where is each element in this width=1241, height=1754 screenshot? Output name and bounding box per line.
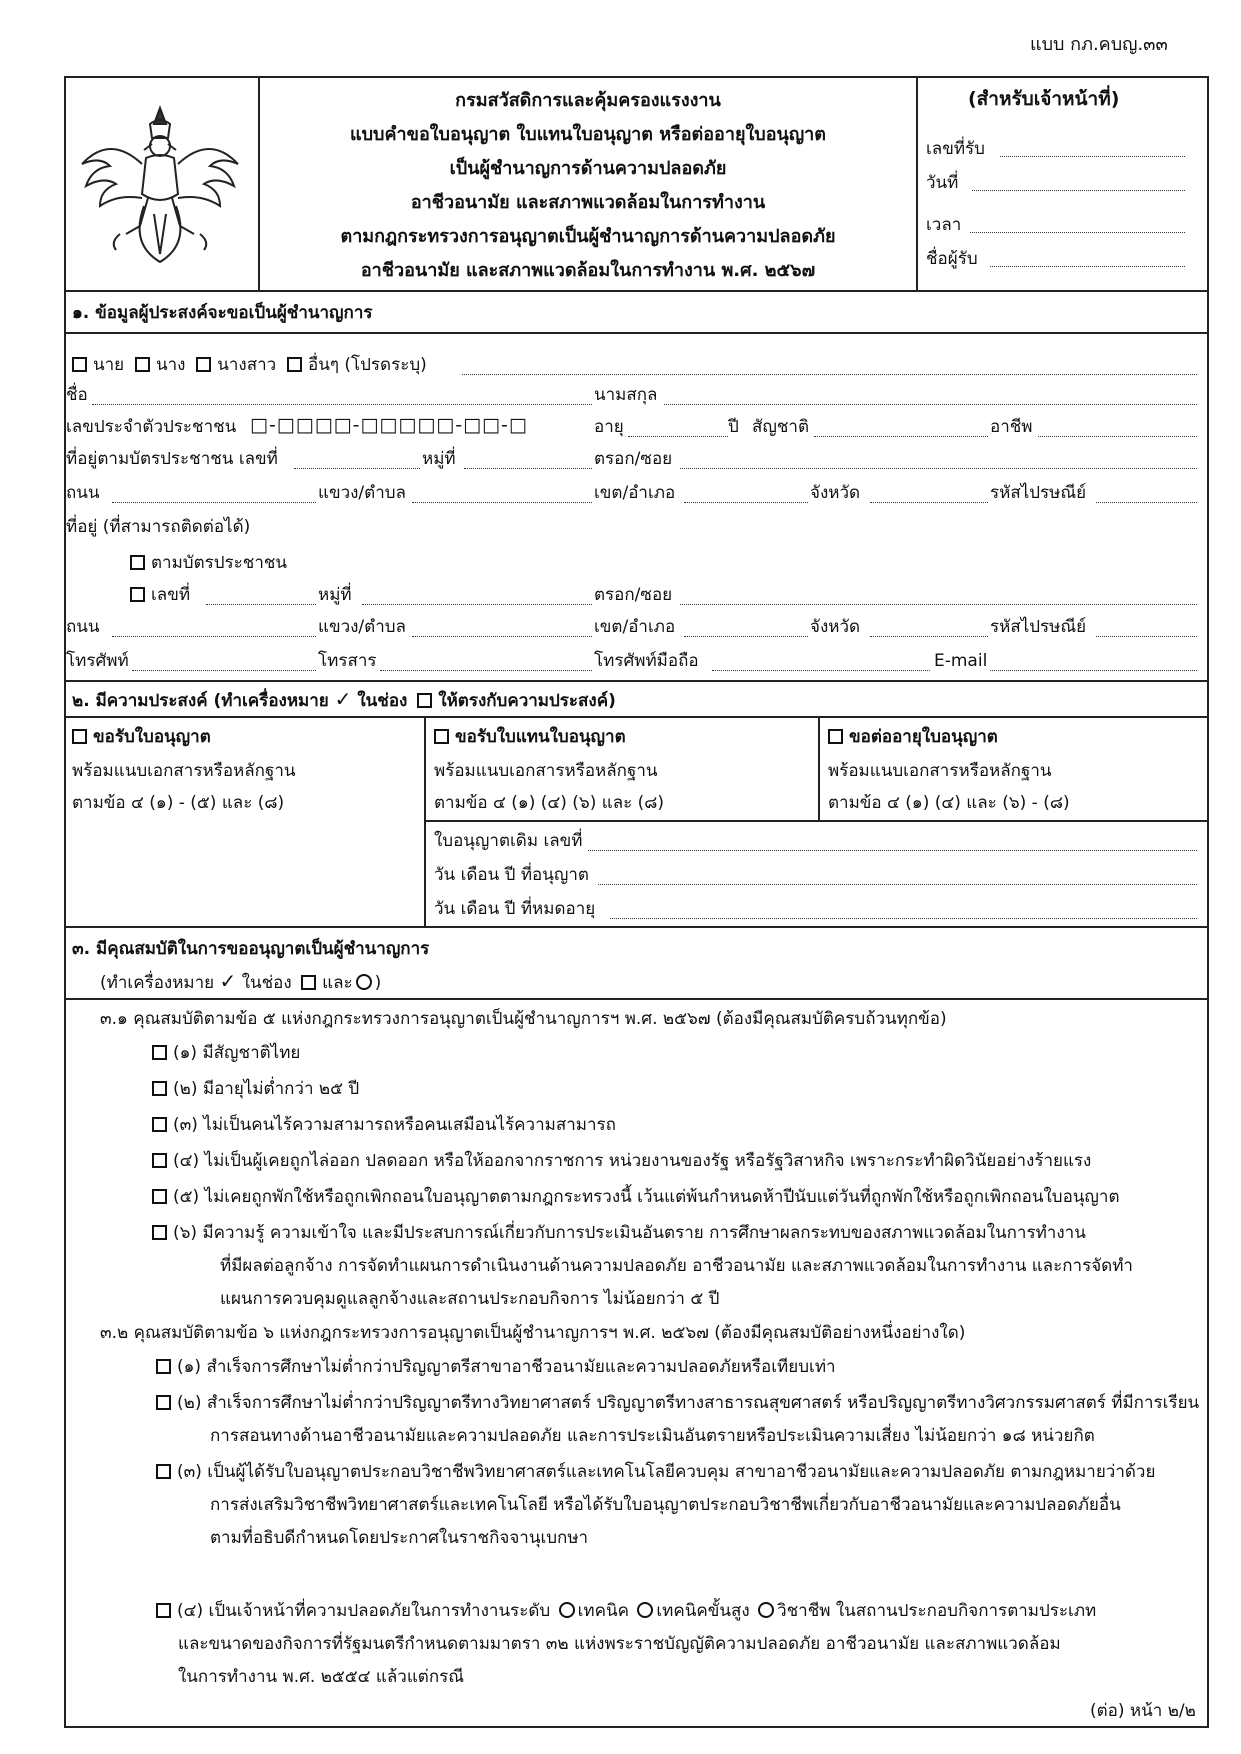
garuda-emblem [70, 94, 250, 274]
checkmark-icon: ✓ [219, 969, 237, 993]
option-renew-license [828, 726, 998, 748]
s32-item-4-text: ในสถานประกอบกิจการตามประเภท [835, 1601, 1097, 1621]
email-field[interactable] [990, 670, 1197, 671]
license-expiry-date-label: วัน เดือน ปี ที่หมดอายุ [434, 899, 596, 919]
s31-item [152, 1222, 1086, 1244]
officer-field-label: ชื่อผู้รับ [926, 249, 978, 269]
s32-item-checkbox[interactable] [156, 1464, 171, 1479]
prefix-other-field[interactable] [462, 374, 1197, 375]
s32-item [210, 1425, 1095, 1447]
id-road-field[interactable] [112, 502, 316, 503]
s31-item-text: (๖) มีความรู้ ความเข้าใจ และมีประสบการณ์เกี่ยวกับการประเมินอันตราย การศึกษาผลกระทบของสภาพแวดล้อมในการทำงาน [173, 1223, 1086, 1243]
s32-item-4-text: (๔) เป็นเจ้าหน้าที่ความปลอดภัยในการทำงานระดับ [177, 1601, 551, 1621]
mobile-label: โทรศัพท์มือถือ [594, 651, 699, 671]
officer-receiver-field[interactable] [990, 266, 1185, 267]
level-label: วิชาชีพ [777, 1601, 831, 1621]
section2-title-text: ในช่อง [357, 691, 408, 711]
level-technical-radio[interactable] [559, 1602, 575, 1618]
id-address-label: ที่อยู่ตามบัตรประชาชน เลขที่ [66, 449, 278, 469]
section1-title: ๑. ข้อมูลผู้ประสงค์จะขอเป็นผู้ชำนาญการ [72, 303, 373, 323]
s31-item-text: ที่มีผลต่อลูกจ้าง การจัดทำแผนการดำเนินงานด้านความปลอดภัย อาชีวอนามัย และสภาพแวดล้อมในการทำงาน และการจัดทำ [220, 1256, 1133, 1276]
officer-field-label: วันที่ [926, 173, 959, 193]
option-desc: ตามข้อ ๔ (๑) (๔) และ (๖) - (๘) [828, 793, 1070, 813]
s32-item-text: (๑) สำเร็จการศึกษาไม่ต่ำกว่าปริญญาตรีสาขาอาชีวอนามัยและความปลอดภัยหรือเทียบเท่า [177, 1357, 836, 1377]
section3-subtitle-text: ในช่อง [241, 973, 292, 993]
contact-district-field[interactable] [684, 636, 808, 637]
option-desc: พร้อมแนบเอกสารหรือหลักฐาน [72, 761, 296, 781]
s31-item-text: (๒) มีอายุไม่ต่ำกว่า ๒๕ ปี [173, 1079, 360, 1099]
section3-subtitle-text: และ [322, 973, 353, 993]
age-field[interactable] [628, 436, 728, 437]
s32-item [210, 1494, 1121, 1516]
prefix-row [72, 354, 427, 376]
id-moo-field[interactable] [464, 468, 592, 469]
s32-item-text: (๓) เป็นผู้ได้รับใบอนุญาตประกอบวิชาชีพวิทยาศาสตร์และเทคโนโลยีควบคุม สาขาอาชีวอนามัยและความปลอดภัย ตามกฎหมายว่าด้วย [177, 1462, 1156, 1482]
level-advanced-radio[interactable] [637, 1602, 653, 1618]
id-district-field[interactable] [684, 502, 808, 503]
s31-item-checkbox[interactable] [152, 1117, 167, 1132]
level-professional-radio[interactable] [758, 1602, 774, 1618]
option-desc: พร้อมแนบเอกสารหรือหลักฐาน [828, 761, 1052, 781]
prefix-mr-checkbox[interactable] [72, 357, 87, 372]
mobile-field[interactable] [712, 670, 930, 671]
id-number-field[interactable]: □-□□□□-□□□□□-□□-□ [250, 414, 528, 436]
name-field[interactable] [92, 404, 592, 405]
phone-field[interactable] [132, 670, 316, 671]
s32-item-4 [156, 1600, 1096, 1622]
contact-subdistrict-field[interactable] [412, 636, 592, 637]
option-label: ขอรับใบอนุญาต [93, 727, 211, 747]
postcode-label: รหัสไปรษณีย์ [990, 617, 1087, 637]
section2-title-text: ให้ตรงกับความประสงค์) [438, 691, 616, 711]
s31-item [152, 1186, 1120, 1208]
s31-item-text: (๓) ไม่เป็นคนไร้ความสามารถหรือคนเสมือนไร้ความสามารถ [173, 1115, 616, 1135]
road-label: ถนน [66, 483, 100, 503]
name-label: ชื่อ [66, 385, 88, 405]
s32-item-text: ตามที่อธิบดีกำหนดโดยประกาศในราชกิจจานุเบกษา [210, 1528, 589, 1548]
contact-address-label: ที่อยู่ (ที่สามารถติดต่อได้) [66, 517, 251, 537]
header-line: อาชีวอนามัย และสภาพแวดล้อมในการทำงาน พ.ศ. ๒๕๖๗ [360, 260, 816, 281]
section3-subtitle-text: (ทำเครื่องหมาย [100, 973, 215, 993]
header-line: เป็นผู้ชำนาญการด้านความปลอดภัย [449, 158, 727, 179]
prefix-miss-checkbox[interactable] [196, 357, 211, 372]
contact-soi-field[interactable] [680, 604, 1197, 605]
id-soi-field[interactable] [680, 468, 1197, 469]
province-label: จังหวัด [810, 483, 861, 503]
same-as-id-label: ตามบัตรประชาชน [151, 553, 288, 573]
option-replacement-license [434, 726, 626, 748]
s31-item-checkbox[interactable] [152, 1153, 167, 1168]
nationality-label: สัญชาติ [752, 417, 809, 437]
header-line: แบบคำขอใบอนุญาต ใบแทนใบอนุญาต หรือต่ออายุใบอนุญาต [350, 124, 826, 145]
id-label: เลขประจำตัวประชาชน [66, 417, 237, 437]
renew-license-checkbox[interactable] [828, 729, 843, 744]
s31-item [220, 1288, 719, 1310]
officer-field-label: เลขที่รับ [926, 139, 985, 159]
option-label: ขอต่ออายุใบอนุญาต [849, 727, 998, 747]
email-label: E-mail [934, 651, 988, 671]
contact-house-no-field[interactable] [206, 604, 316, 605]
section2-title [72, 688, 616, 712]
level-label: เทคนิค [577, 1601, 629, 1621]
surname-label: นามสกุล [594, 385, 658, 405]
prefix-label: นาย [93, 355, 125, 375]
phone-label: โทรศัพท์ [66, 651, 129, 671]
occupation-field[interactable] [1038, 436, 1197, 437]
district-label: เขต/อำเภอ [594, 617, 676, 637]
id-subdistrict-field[interactable] [412, 502, 592, 503]
id-address-no-field[interactable] [294, 468, 420, 469]
nationality-field[interactable] [814, 436, 988, 437]
s31-item-text: แผนการควบคุมดูแลลูกจ้างและสถานประกอบกิจการ ไม่น้อยกว่า ๕ ปี [220, 1289, 720, 1309]
contact-house-option [130, 584, 190, 606]
moo-label: หมู่ที่ [422, 449, 456, 469]
fax-field[interactable] [380, 670, 592, 671]
s31-item-checkbox[interactable] [152, 1081, 167, 1096]
year-label: ปี [728, 417, 739, 437]
same-as-id-option [130, 552, 287, 574]
s31-item-checkbox[interactable] [152, 1045, 167, 1060]
same-as-id-checkbox[interactable] [130, 555, 145, 570]
old-license-no-label: ใบอนุญาตเดิม เลขที่ [434, 831, 583, 851]
soi-label: ตรอก/ซอย [594, 449, 673, 469]
id-postcode-field[interactable] [1096, 502, 1197, 503]
s31-item-text: (๕) ไม่เคยถูกพักใช้หรือถูกเพิกถอนใบอนุญาตตามกฎกระทรวงนี้ เว้นแต่พ้นกำหนดห้าปีนับแต่วันที่ถูกพักใช้หรือถูกเพิกถอนใบอนุญาต [173, 1187, 1120, 1207]
s31-item-checkbox[interactable] [152, 1225, 167, 1240]
prefix-label: อื่นๆ (โปรดระบุ) [307, 355, 427, 375]
header-line: อาชีวอนามัย และสภาพแวดล้อมในการทำงาน [410, 192, 766, 213]
license-issue-date-field[interactable] [598, 884, 1197, 885]
option-desc: ตามข้อ ๔ (๑) - (๕) และ (๘) [72, 793, 285, 813]
subdistrict-label: แขวง/ตำบล [318, 483, 406, 503]
section2-title-text: ๒. มีความประสงค์ (ทำเครื่องหมาย [72, 691, 329, 711]
s32-item-checkbox[interactable] [156, 1359, 171, 1374]
checkmark-icon: ✓ [334, 687, 352, 711]
s32-item [210, 1527, 588, 1549]
s31-item [152, 1042, 300, 1064]
s31-item-checkbox[interactable] [152, 1189, 167, 1204]
header-line: กรมสวัสดิการและคุ้มครองแรงงาน [455, 90, 721, 111]
new-license-checkbox[interactable] [72, 729, 87, 744]
s32-item-checkbox[interactable] [156, 1395, 171, 1410]
license-issue-date-label: วัน เดือน ปี ที่อนุญาต [434, 865, 589, 885]
s32-item-4-text: ในการทำงาน พ.ศ. ๒๕๕๔ แล้วแต่กรณี [178, 1667, 465, 1687]
s32-title: ๓.๒ คุณสมบัติตามข้อ ๖ แห่งกฎกระทรวงการอนุญาตเป็นผู้ชำนาญการฯ พ.ศ. ๒๕๖๗ (ต้องมีคุณสมบัติอย่างหนึ่งอย่างใด) [100, 1323, 966, 1343]
s32-item-text: การสอนทางด้านอาชีวอนามัยและความปลอดภัย และการประเมินอันตรายหรือประเมินความเสี่ยง ไม่น้อยกว่า ๑๘ หน่วยกิต [210, 1426, 1095, 1446]
officer-field-label: เวลา [926, 215, 962, 235]
header-title-block [260, 84, 916, 288]
contact-province-field[interactable] [870, 636, 988, 637]
replacement-license-checkbox[interactable] [434, 729, 449, 744]
header-line: ตามกฎกระทรวงการอนุญาตเป็นผู้ชำนาญการด้านความปลอดภัย [340, 226, 836, 247]
age-label: อายุ [594, 417, 624, 437]
soi-label: ตรอก/ซอย [594, 585, 673, 605]
contact-address-checkbox[interactable] [130, 587, 145, 602]
form-code: แบบ กภ.คบญ.๓๓ [1030, 34, 1168, 55]
s31-item [220, 1255, 1133, 1277]
s31-item [152, 1078, 359, 1100]
s31-item [152, 1114, 616, 1136]
old-license-no-field[interactable] [588, 850, 1197, 851]
section3-subtitle [100, 970, 381, 994]
s31-item [152, 1150, 1091, 1172]
option-label: ขอรับใบแทนใบอนุญาต [455, 727, 626, 747]
s32-item-4-text: และขนาดของกิจการที่รัฐมนตรีกำหนดตามมาตรา ๓๒ แห่งพระราชบัญญัติความปลอดภัย อาชีวอนามัย และสภาพแวดล้อม [178, 1634, 1061, 1654]
prefix-other-checkbox[interactable] [287, 357, 302, 372]
officer-receive-no-field[interactable] [1000, 156, 1185, 157]
road-label: ถนน [66, 617, 100, 637]
page-footer: (ต่อ) หน้า ๒/๒ [1090, 1701, 1196, 1721]
officer-time-field[interactable] [970, 232, 1185, 233]
s31-title: ๓.๑ คุณสมบัติตามข้อ ๕ แห่งกฎกระทรวงการอนุญาตเป็นผู้ชำนาญการฯ พ.ศ. ๒๕๖๗ (ต้องมีคุณสมบัติครบถ้วนทุกข้อ) [100, 1009, 947, 1029]
s32-item [156, 1392, 1199, 1414]
moo-label: หมู่ที่ [318, 585, 352, 605]
s32-item-4-checkbox[interactable] [156, 1603, 171, 1618]
prefix-label: นาง [155, 355, 186, 375]
level-label: เทคนิคขั้นสูง [656, 1601, 750, 1621]
house-no-label: เลขที่ [151, 585, 191, 605]
s31-item-text: (๔) ไม่เป็นผู้เคยถูกไล่ออก ปลดออก หรือให้ออกจากราชการ หน่วยงานของรัฐ หรือรัฐวิสาหกิจ เพราะกระทำผิดวินัยอย่างร้ายแรง [173, 1151, 1092, 1171]
officer-date-field[interactable] [972, 190, 1185, 191]
license-expiry-date-field[interactable] [610, 918, 1197, 919]
contact-postcode-field[interactable] [1096, 636, 1197, 637]
section3-subtitle-text: ) [374, 973, 382, 993]
option-new-license [72, 726, 211, 748]
contact-moo-field[interactable] [362, 604, 592, 605]
prefix-label: นางสาว [217, 355, 277, 375]
section3-title: ๓. มีคุณสมบัติในการขออนุญาตเป็นผู้ชำนาญการ [72, 939, 430, 959]
postcode-label: รหัสไปรษณีย์ [990, 483, 1087, 503]
s32-item-text: การส่งเสริมวิชาชีพวิทยาศาสตร์และเทคโนโลยี หรือได้รับใบอนุญาตประกอบวิชาชีพเกี่ยวกับอาชีวอนามัยและความปลอดภัยอื่น [210, 1495, 1121, 1515]
s32-item [156, 1356, 836, 1378]
option-desc: ตามข้อ ๔ (๑) (๔) (๖) และ (๘) [434, 793, 665, 813]
subdistrict-label: แขวง/ตำบล [318, 617, 406, 637]
occupation-label: อาชีพ [990, 417, 1033, 437]
s31-item-text: (๑) มีสัญชาติไทย [173, 1043, 301, 1063]
surname-field[interactable] [664, 404, 1197, 405]
province-label: จังหวัด [810, 617, 861, 637]
checkbox-icon [417, 693, 432, 708]
district-label: เขต/อำเภอ [594, 483, 676, 503]
contact-road-field[interactable] [112, 636, 316, 637]
fax-label: โทรสาร [318, 651, 377, 671]
s32-item-text: (๒) สำเร็จการศึกษาไม่ต่ำกว่าปริญญาตรีทางวิทยาศาสตร์ ปริญญาตรีทางสาธารณสุขศาสตร์ หรือปริญญาตรีทางวิศวกรรมศาสตร์ ที่มีการเรียน [177, 1393, 1200, 1413]
id-province-field[interactable] [870, 502, 988, 503]
officer-title: (สำหรับเจ้าหน้าที่) [968, 88, 1120, 110]
option-desc: พร้อมแนบเอกสารหรือหลักฐาน [434, 761, 658, 781]
prefix-mrs-checkbox[interactable] [135, 357, 150, 372]
radio-circle-icon [356, 974, 372, 990]
s32-item [156, 1461, 1155, 1483]
checkbox-icon [301, 975, 316, 990]
